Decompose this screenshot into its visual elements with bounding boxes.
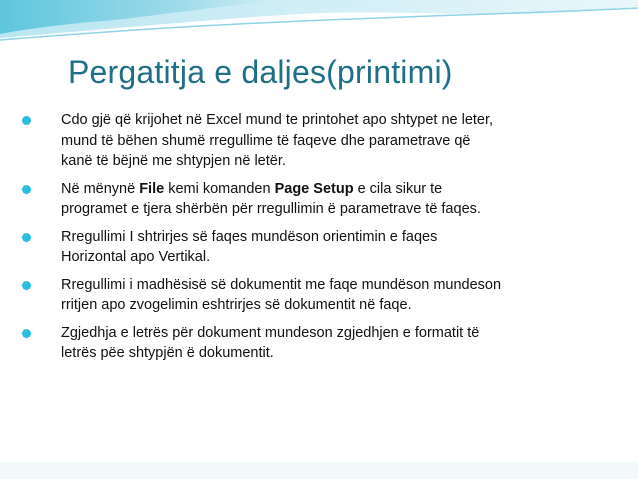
bullet-dot-icon [22, 233, 31, 242]
slide-title: Pergatitja e daljes(printimi) [68, 54, 453, 90]
bullet-text: kemi komanden [164, 180, 275, 197]
bullet-list [22, 110, 612, 371]
bullet-text: Rregullimi i madhësisë së dokumentit me faqe mundëson mundeson [61, 276, 502, 293]
bullet-item [22, 227, 612, 268]
bullet-item [22, 323, 612, 364]
bullet-text: programet e tjera shërbën për rregullimin ë parametrave të faqes. [61, 201, 481, 217]
bullet-dot-icon [22, 185, 31, 194]
bullet-line [61, 247, 612, 268]
bullet-text: letrës pëe shtypjën ë dokumentit. [61, 345, 274, 361]
wave-decoration [0, 0, 638, 50]
bullet-line [61, 323, 612, 344]
bullet-line [61, 199, 612, 220]
bullet-line [61, 131, 612, 152]
bullet-line [61, 343, 612, 364]
bold-term: File [139, 180, 165, 197]
bullet-item [22, 179, 612, 220]
bullet-text: rritjen apo zvogelimin eshtrirjes së dokumentit në faqe. [61, 297, 412, 313]
bullet-text: kanë të bëjnë me shtypjen në letër. [61, 153, 286, 169]
bullet-dot-icon [22, 281, 31, 290]
bullet-line [61, 275, 612, 296]
bold-term: Page Setup [274, 180, 354, 197]
bullet-text: Në mënynë [61, 180, 140, 197]
bullet-dot-icon [22, 116, 31, 125]
bottom-band [0, 462, 638, 479]
bullet-text: Horizontal apo Vertikal. [61, 249, 211, 265]
bullet-line [61, 179, 612, 200]
bullet-line [61, 110, 612, 131]
bullet-text: Rregullimi I shtrirjes së faqes mundëson orientimin e faqes [61, 228, 438, 245]
bullet-text: e cila sikur te [353, 180, 443, 197]
bullet-line [61, 227, 612, 248]
bullet-item [22, 110, 612, 172]
bullet-line [61, 151, 612, 172]
bullet-line [61, 295, 612, 316]
bullet-text: Cdo gjë që krijohet në Excel mund te printohet apo shtypet ne leter, [61, 112, 494, 128]
bullet-text: Zgjedhja e letrës për dokument mundeson zgjedhjen e formatit të [61, 324, 480, 341]
bullet-text: mund të bëhen shumë rregullime të faqeve dhe parametrave që [61, 132, 471, 149]
bullet-item [22, 275, 612, 316]
bullet-dot-icon [22, 329, 31, 338]
